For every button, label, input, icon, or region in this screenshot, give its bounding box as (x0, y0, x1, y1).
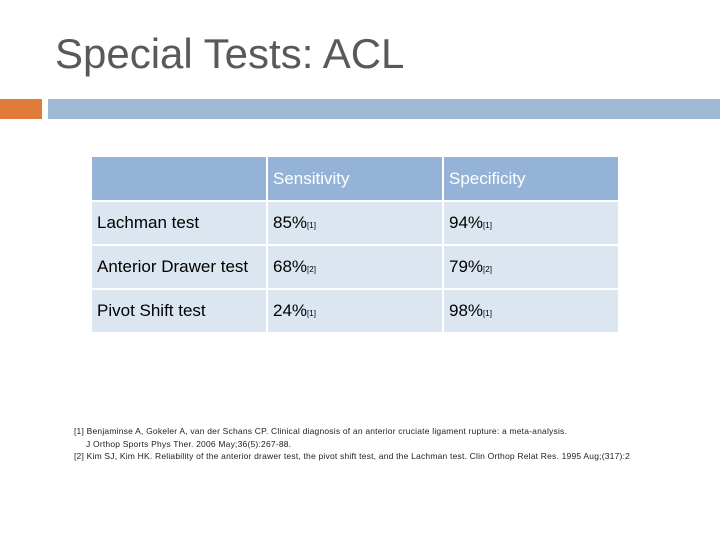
reference-1: [1] Benjaminse A, Gokeler A, van der Schans CP. Clinical diagnosis of an anterior cruciate ligament rupture: a meta-analysis. (74, 426, 568, 436)
test-name: Lachman test (91, 201, 267, 245)
table-row (91, 289, 619, 333)
specificity-cell (443, 245, 619, 289)
table-row (91, 201, 619, 245)
header-sensitivity: Sensitivity (267, 156, 443, 201)
citation-ref: [2] (307, 265, 316, 274)
reference-1-continued: J Orthop Sports Phys Ther. 2006 May;36(5):267-88. (86, 438, 292, 449)
sensitivity-cell (267, 289, 443, 333)
citation-ref: [1] (483, 221, 492, 230)
sensitivity-value: 85% (273, 213, 308, 232)
citation-ref: [1] (307, 221, 316, 230)
specificity-value: 94% (449, 213, 484, 232)
specificity-cell (443, 201, 619, 245)
special-tests-table (90, 155, 620, 334)
citation-ref: [1] (307, 309, 316, 318)
sensitivity-value: 24% (273, 301, 308, 320)
citation-ref: [1] (483, 309, 492, 318)
test-name: Pivot Shift test (91, 289, 267, 333)
test-name: Anterior Drawer test (91, 245, 267, 289)
references (74, 425, 720, 463)
header-empty (91, 156, 267, 201)
accent-bar-blue (48, 99, 720, 119)
sensitivity-cell (267, 201, 443, 245)
header-specificity: Specificity (443, 156, 619, 201)
table-header-row (91, 156, 619, 201)
specificity-value: 79% (449, 257, 484, 276)
sensitivity-value: 68% (273, 257, 308, 276)
specificity-value: 98% (449, 301, 484, 320)
reference-2: [2] Kim SJ, Kim HK. Reliability of the anterior drawer test, the pivot shift test, and the Lachman test. Clin Orthop Relat Res. 1995 Aug;(317):2 (74, 451, 631, 461)
accent-bar-orange (0, 99, 42, 119)
table-row (91, 245, 619, 289)
specificity-cell (443, 289, 619, 333)
slide-title: Special Tests: ACL (55, 30, 405, 77)
sensitivity-cell (267, 245, 443, 289)
citation-ref: [2] (483, 265, 492, 274)
